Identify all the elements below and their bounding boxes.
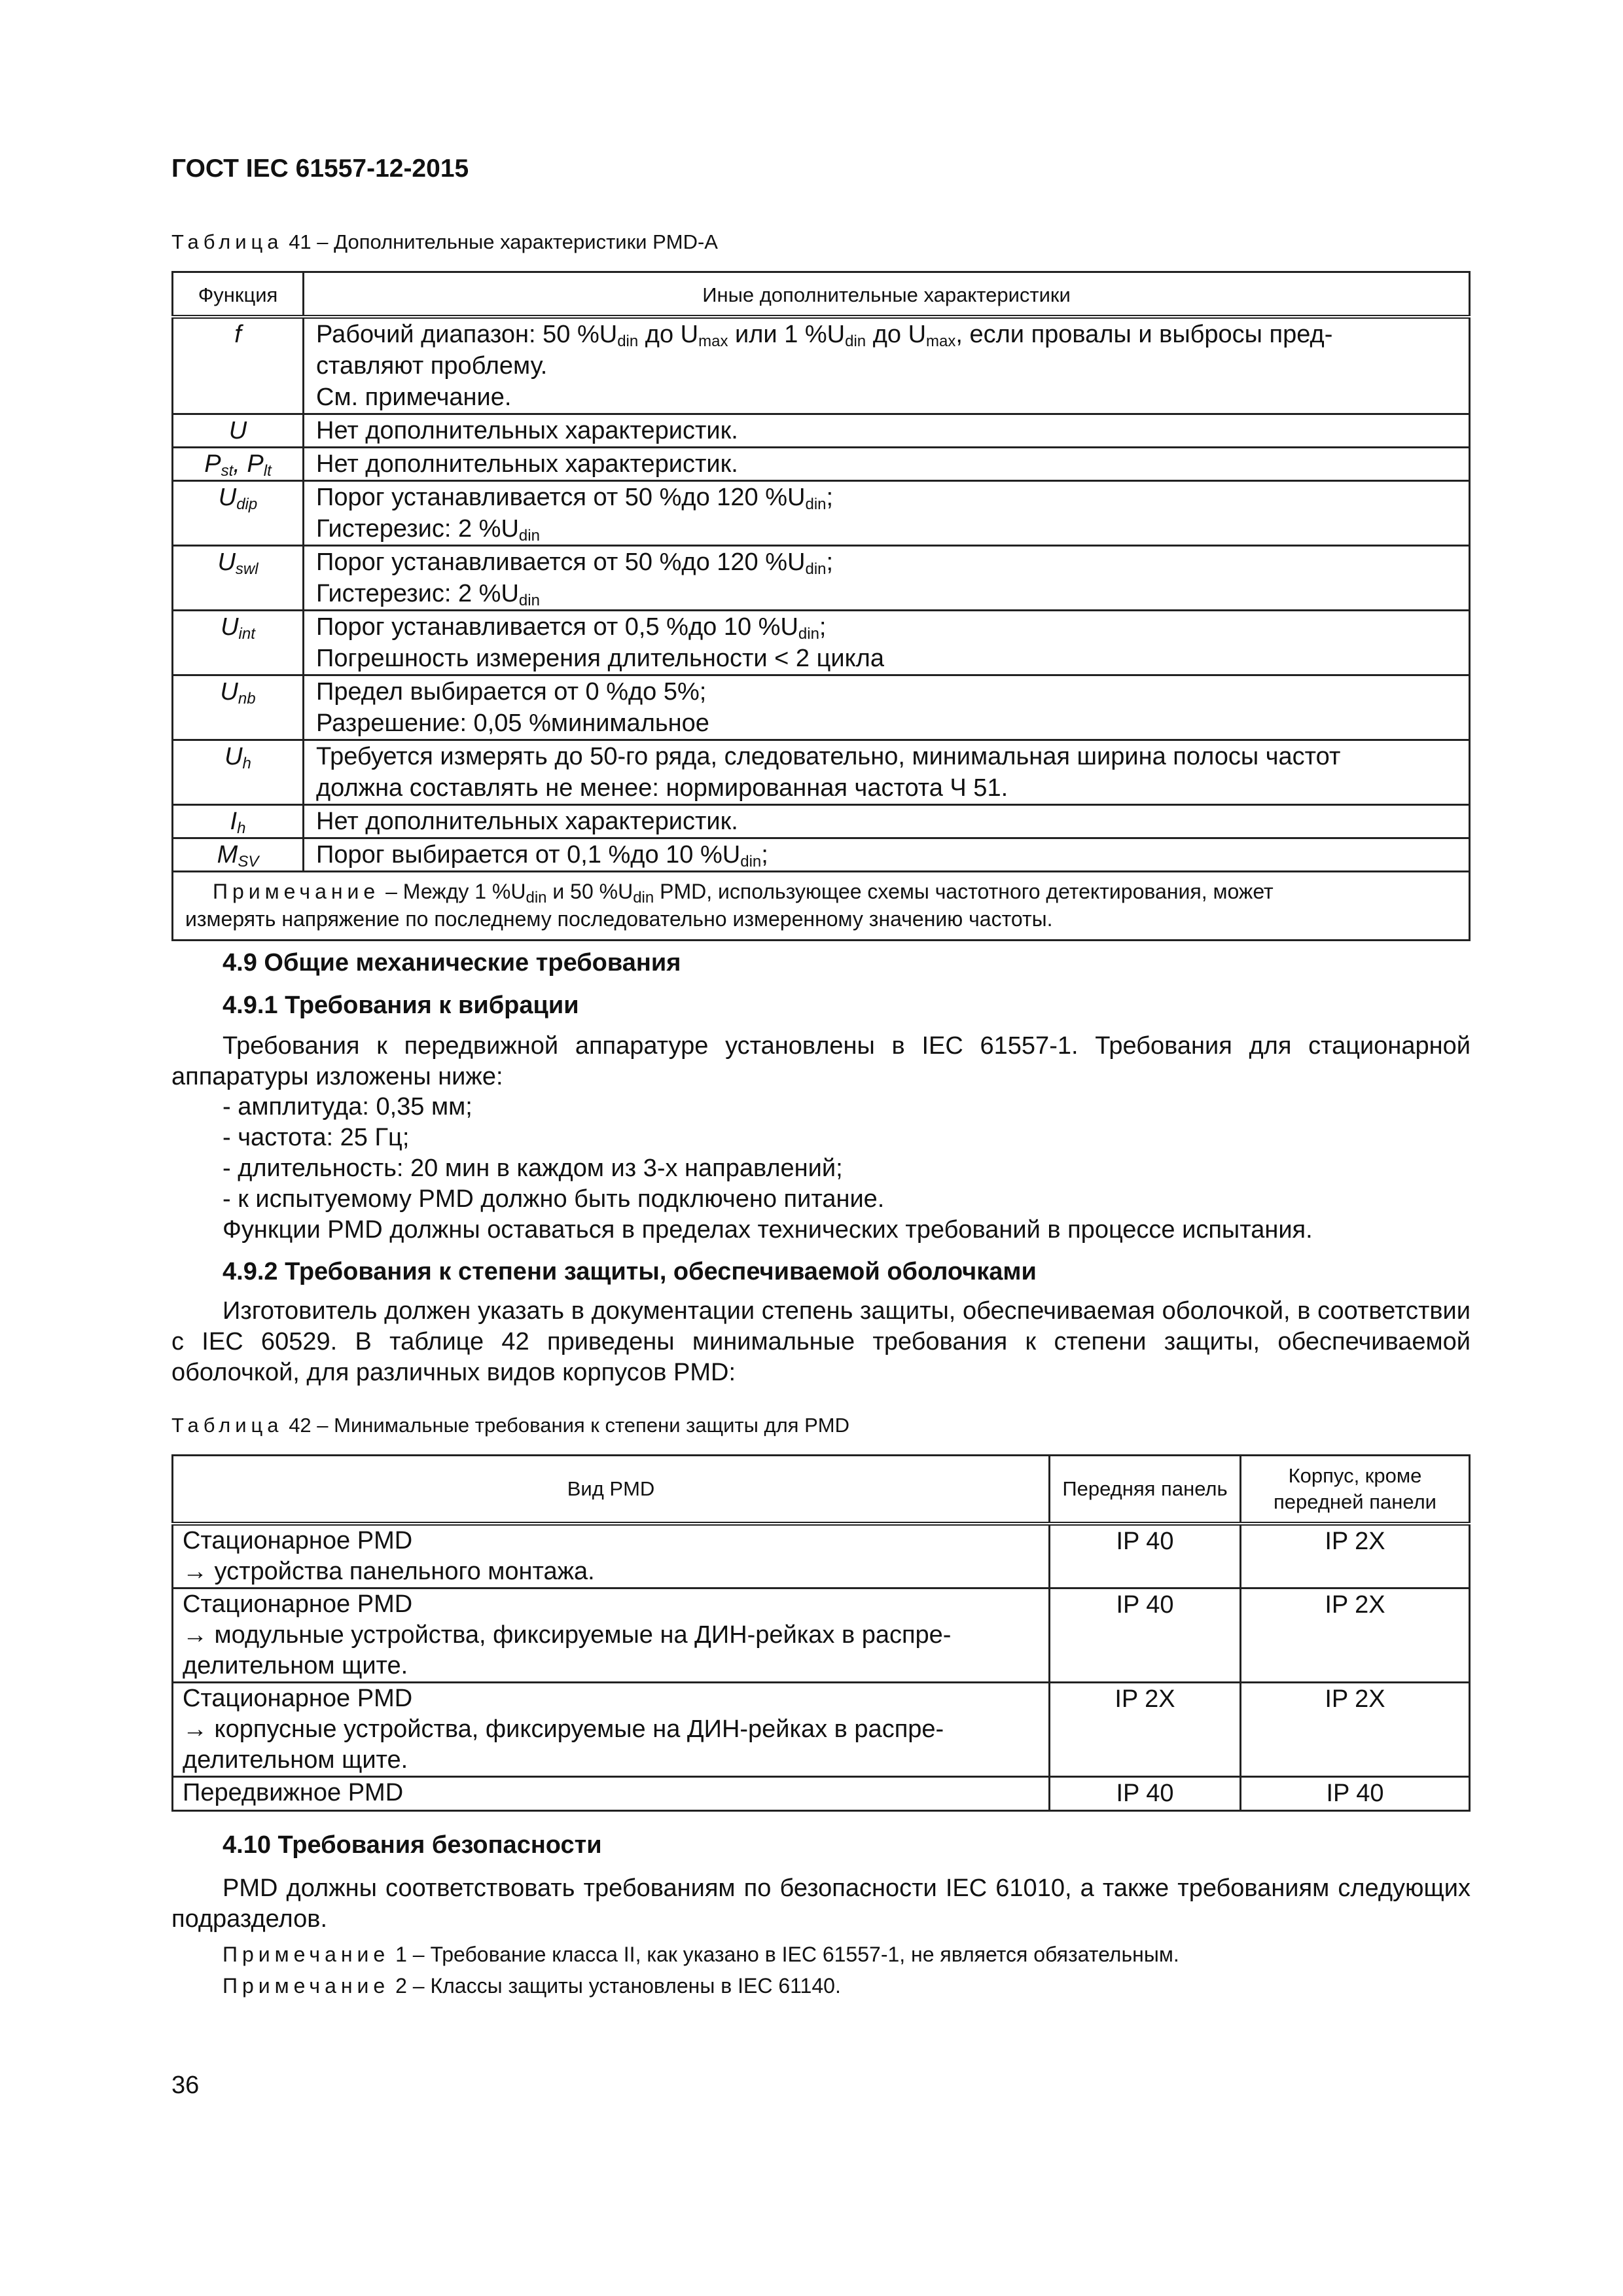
characteristics-cell: Порог устанавливается от 50 %до 120 $\%U_{din}$; Гистерезис: 2 $\%U_{din}$ [304, 546, 1470, 611]
function-cell: $U_{int}$ [173, 611, 304, 675]
column-header-kind: Вид PMD [173, 1456, 1050, 1524]
function-cell: $U_{nb}$ [173, 675, 304, 740]
characteristics-cell: Нет дополнительных характеристик. [304, 448, 1470, 481]
section-4-9-1-closing: Функции PMD должны оставаться в пределах технических требований в процессе испытания. [223, 1216, 1313, 1244]
function-cell: $U_h$ [173, 740, 304, 805]
table-row [173, 1588, 1470, 1683]
table-row [173, 675, 1470, 740]
pmd-kind-cell: Стационарное PMD → устройства панельного монтажа. [173, 1524, 1050, 1588]
function-cell: $U_{swl}$ [173, 546, 304, 611]
characteristics-cell: Порог устанавливается от 0,5 %до 10 $\%U_{din}$; Погрешность измерения длительности < 2 цикла [304, 611, 1470, 675]
table-41 [171, 271, 1471, 941]
function-cell: $P_{st}$, $P_{lt}$ [173, 448, 304, 481]
table-row [173, 414, 1470, 448]
front-panel-cell: IP 40 [1050, 1588, 1241, 1683]
column-header-characteristics: Иные дополнительные характеристики [304, 272, 1470, 317]
table-row [173, 1777, 1470, 1811]
table-row [173, 481, 1470, 546]
table-row [173, 1524, 1470, 1588]
front-panel-cell: IP 40 [1050, 1524, 1241, 1588]
body-cell: IP 2X [1241, 1524, 1470, 1588]
function-cell: $M_{SV}$ [173, 838, 304, 872]
characteristics-cell: Нет дополнительных характеристик. [304, 414, 1470, 448]
table-row [173, 448, 1470, 481]
characteristics-cell: Предел выбирается от 0 %до 5%; Разрешение: 0,05 %минимальное [304, 675, 1470, 740]
section-4-9-title: 4.9 Общие механические требования [223, 949, 681, 977]
list-item: - амплитуда: 0,35 мм; [223, 1093, 473, 1121]
page-number: 36 [171, 2072, 200, 2099]
table-42 [171, 1454, 1471, 1812]
function-cell: f [173, 317, 304, 414]
table41-caption: Таблица 41 – Дополнительные характеристики PMD-A [171, 230, 718, 253]
front-panel-cell: IP 2X [1050, 1683, 1241, 1777]
pmd-kind-cell: Передвижное PMD [173, 1777, 1050, 1811]
section-4-10-title: 4.10 Требования безопасности [223, 1831, 602, 1859]
function-cell: U [173, 414, 304, 448]
function-cell: $I_h$ [173, 805, 304, 838]
table42-caption: Таблица 42 – Минимальные требования к степени защиты для PMD [171, 1414, 849, 1437]
front-panel-cell: IP 40 [1050, 1777, 1241, 1811]
table-row [173, 611, 1470, 675]
table-row [173, 740, 1470, 805]
pmd-kind-cell: Стационарное PMD → модульные устройства, фиксируемые на ДИН-рейках в распре- делительном щите. [173, 1588, 1050, 1683]
table-row [173, 838, 1470, 872]
column-header-body: Корпус, кроме передней панели [1241, 1456, 1470, 1524]
list-item: - длительность: 20 мин в каждом из 3-х направлений; [223, 1155, 843, 1182]
body-cell: IP 2X [1241, 1683, 1470, 1777]
section-4-10-note-2: Примечание 2 – Классы защиты установлены в IEC 61140. [223, 1974, 841, 1998]
table-row [173, 546, 1470, 611]
section-4-10-note-1: Примечание 1 – Требование класса II, как указано в IEC 61557-1, не является обязательным. [223, 1943, 1179, 1966]
section-4-9-2-title: 4.9.2 Требования к степени защиты, обеспечиваемой оболочками [223, 1258, 1037, 1285]
characteristics-cell: Нет дополнительных характеристик. [304, 805, 1470, 838]
table41-note: Примечание – Между 1 $\%U_{din}$ и 50 $\%U_{din}$ PMD, использующее схемы частотного детектирования, может измерять напряжение по последнему последовательно измеренному значению частоты. [173, 872, 1470, 941]
column-header-front-panel: Передняя панель [1050, 1456, 1241, 1524]
table-row [173, 1683, 1470, 1777]
pmd-kind-cell: Стационарное PMD → корпусные устройства, фиксируемые на ДИН-рейках в распре- делительном щите. [173, 1683, 1050, 1777]
section-4-9-1-title: 4.9.1 Требования к вибрации [223, 992, 579, 1019]
characteristics-cell: Порог выбирается от 0,1 %до 10 $\%U_{din}$; [304, 838, 1470, 872]
body-cell: IP 40 [1241, 1777, 1470, 1811]
characteristics-cell: Порог устанавливается от 50 %до 120 $\%U_{din}$; Гистерезис: 2 $\%U_{din}$ [304, 481, 1470, 546]
column-header-function: Функция [173, 272, 304, 317]
list-item: - частота: 25 Гц; [223, 1124, 410, 1151]
table-row [173, 317, 1470, 414]
function-cell: $U_{dip}$ [173, 481, 304, 546]
body-cell: IP 2X [1241, 1588, 1470, 1683]
table-row [173, 805, 1470, 838]
list-item: - к испытуемому PMD должно быть подключено питание. [223, 1185, 885, 1213]
section-4-10-paragraph: PMD должны соответствовать требованиям по безопасности IEC 61010, а также требованиям следующих подразделов. [171, 1874, 1471, 1933]
characteristics-cell: Требуется измерять до 50-го ряда, следовательно, минимальная ширина полосы частот должна составлять не менее: нормированная частота Ч 51. [304, 740, 1470, 805]
characteristics-cell: Рабочий диапазон: 50 $\%U_{din}$ до $U_{max}$ или 1 $\%U_{din}$ до $U_{max}$, если провалы и выбросы пред- ставляют проблему. См. примечание. [304, 317, 1470, 414]
section-4-9-1-paragraph: Требования к передвижной аппаратуре установлены в IEC 61557-1. Требования для стационарной аппаратуры изложены ниже: [171, 1032, 1471, 1090]
document-header: ГОСТ IEC 61557-12-2015 [171, 154, 469, 183]
section-4-9-2-paragraph: Изготовитель должен указать в документации степень защиты, обеспечиваемая оболочкой, в соответствии с IEC 60529. В таблице 42 приведены минимальные требования к степени защиты, обеспечиваемой оболочкой, для различных видов корпусов PMD: [171, 1297, 1471, 1386]
